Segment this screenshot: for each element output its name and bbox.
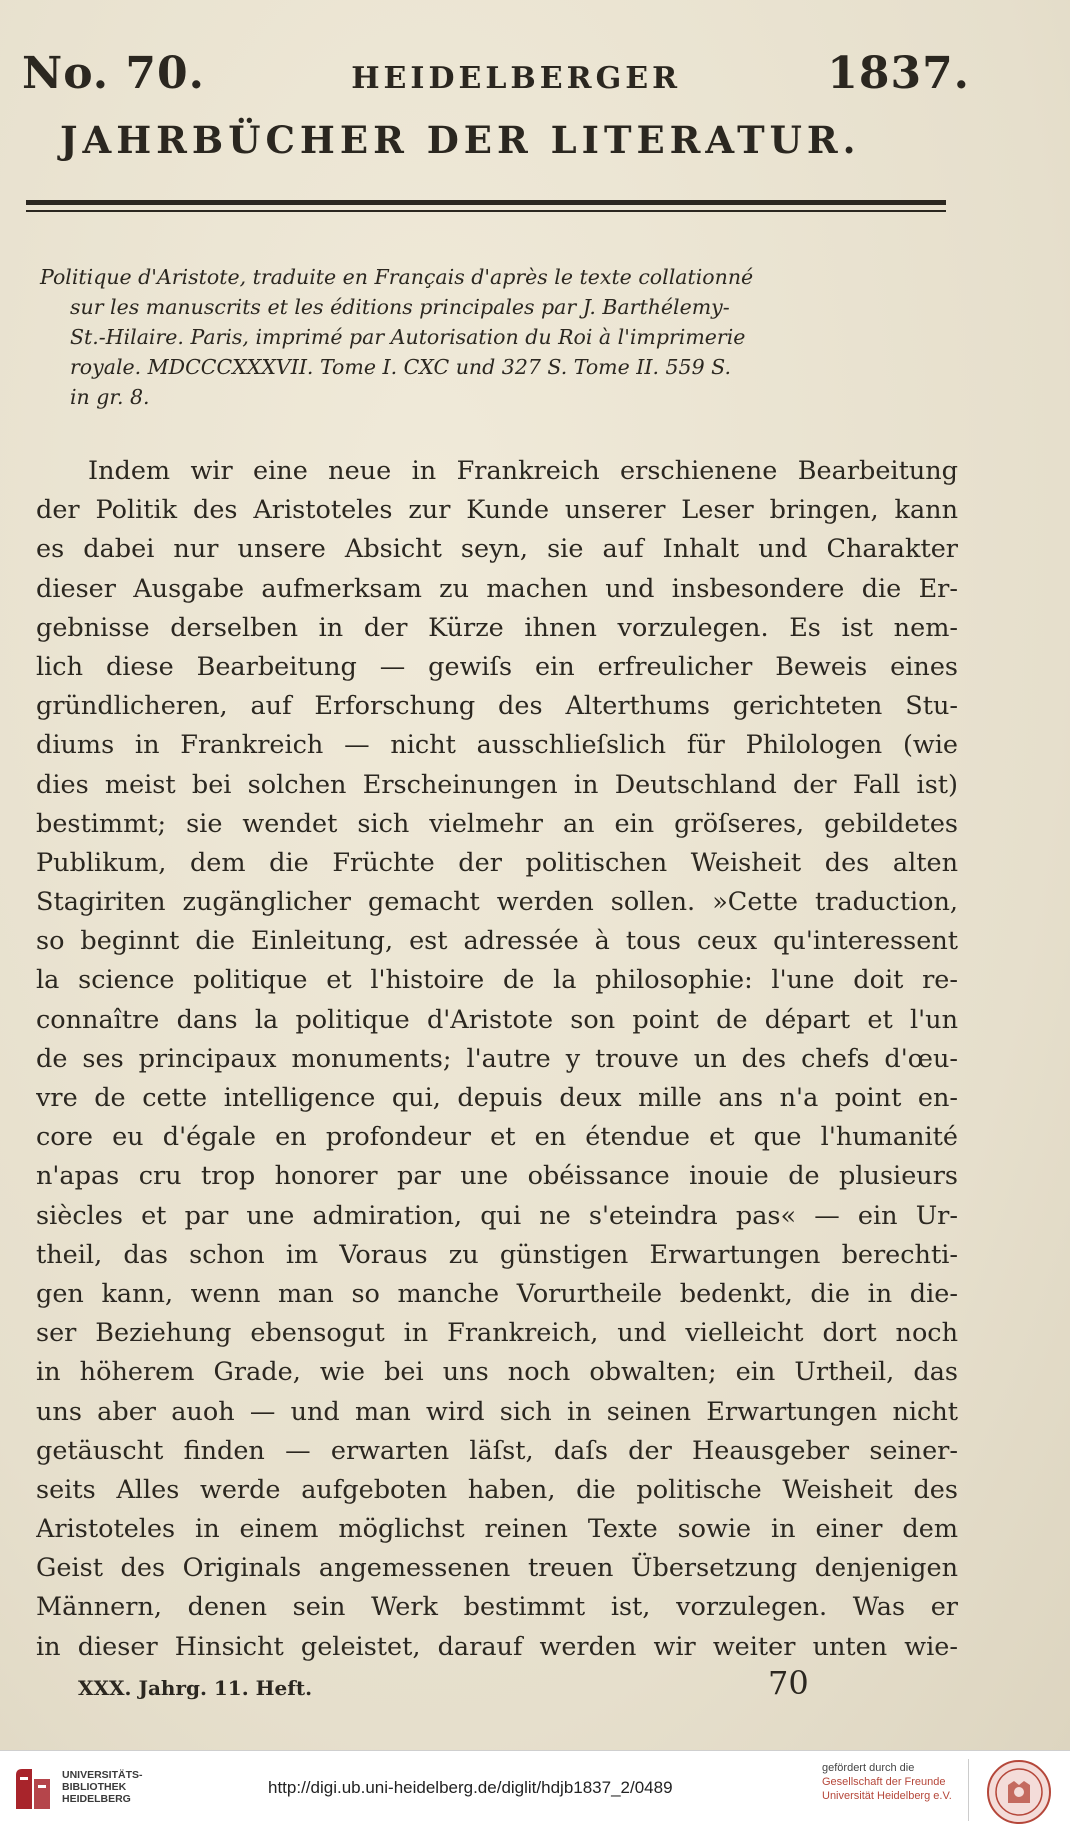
body-line: la science politique et l'histoire de la philosophie: l'une doit re-: [36, 965, 958, 996]
library-name[interactable]: [62, 1769, 143, 1805]
university-library-logo-icon: [12, 1765, 54, 1813]
body-line: getäuscht finden — erwarten läſst, daſs der Heausgeber seiner-: [36, 1435, 958, 1466]
body-line: in dieser Hinsicht geleistet, darauf werden wir weiter unten wie-: [36, 1631, 958, 1662]
body-line: gen kann, wenn man so manche Vorurtheile bedenkt, die in die-: [36, 1278, 958, 1309]
footer-divider: [968, 1759, 969, 1821]
sponsor-name-line: Gesellschaft der Freunde: [822, 1776, 946, 1788]
sponsor-name-line: Universität Heidelberg e.V.: [822, 1790, 952, 1802]
body-line: lich diese Bearbeitung — gewiſs ein erfreulicher Beweis eines: [36, 651, 958, 682]
journal-title: JAHRBÜCHER DER LITERATUR.: [60, 118, 861, 162]
citation-line: sur les manuscrits et les éditions principales par J. Barthélemy-: [70, 295, 730, 319]
body-line: vre de cette intelligence qui, depuis deux mille ans n'a point en-: [36, 1083, 958, 1113]
body-line: ser Beziehung ebensogut in Frankreich, und vielleicht dort noch: [36, 1318, 958, 1349]
citation-line: royale. MDCCCXXXVII. Tome I. CXC und 327 S. Tome II. 559 S.: [70, 355, 731, 379]
body-line: dies meist bei solchen Erscheinungen in Deutschland der Fall ist): [36, 769, 958, 800]
sponsor-credit[interactable]: [822, 1761, 952, 1803]
sponsor-intro: gefördert durch die: [822, 1762, 915, 1774]
viewer-footer: [0, 1750, 1070, 1828]
body-line: de ses principaux monuments; l'autre y trouve un des chefs d'œu-: [36, 1043, 958, 1074]
issue-number: No. 70.: [22, 48, 205, 99]
masthead-name: HEIDELBERGER: [351, 61, 681, 96]
body-line: n'apas cru trop honorer par une obéissance inouie de plusieurs: [36, 1161, 958, 1192]
book-citation: [40, 262, 960, 412]
signature-number: 70: [768, 1664, 809, 1702]
citation-line: Politique d'Aristote, traduite en Français d'après le texte collationné: [40, 265, 754, 289]
library-name-line: HEIDELBERG: [62, 1793, 131, 1805]
masthead: [22, 48, 970, 100]
body-line: diums in Frankreich — nicht ausschlieſslich für Philologen (wie: [36, 730, 958, 761]
citation-line: in gr. 8.: [70, 385, 150, 409]
library-name-line: UNIVERSITÄTS-: [62, 1769, 143, 1781]
body-line: es dabei nur unsere Absicht seyn, sie auf Inhalt und Charakter: [36, 534, 958, 565]
body-line: siècles et par une admiration, qui ne s'eteindra pas« — ein Ur-: [36, 1200, 958, 1231]
body-line: bestimmt; sie wendet sich vielmehr an ein gröſseres, gebildetes: [36, 808, 958, 839]
body-line: gebnisse derselben in der Kürze ihnen vorzulegen. Es ist nem-: [36, 612, 958, 643]
body-line: Geist des Originals angemessenen treuen Übersetzung denjenigen: [36, 1553, 958, 1584]
body-line: der Politik des Aristoteles zur Kunde unserer Leser bringen, kann: [36, 495, 958, 526]
citation-line: St.-Hilaire. Paris, imprimé par Autorisation du Roi à l'imprimerie: [70, 325, 746, 349]
body-line: Männern, denen sein Werk bestimmt ist, vorzulegen. Was er: [36, 1592, 958, 1623]
review-body: [36, 452, 958, 1667]
body-line: Stagiriten zugänglicher gemacht werden sollen. »Cette traduction,: [36, 887, 958, 918]
body-line: Publikum, dem die Früchte der politischen Weisheit des alten: [36, 847, 958, 878]
body-line: so beginnt die Einleitung, est adressée à tous ceux qu'interessent: [36, 926, 958, 957]
body-line: seits Alles werde aufgeboten haben, die politische Weisheit des: [36, 1474, 958, 1505]
body-line: gründlicheren, auf Erforschung des Alterthums gerichteten Stu-: [36, 691, 958, 722]
masthead-rule-thick: [26, 200, 946, 205]
permalink-url[interactable]: http://digi.ub.uni-heidelberg.de/diglit/hdjb1837_2/0489: [268, 1778, 673, 1797]
body-line: in höherem Grade, wie bei uns noch obwalten; ein Urtheil, das: [36, 1357, 958, 1388]
masthead-rule-thin: [26, 210, 946, 212]
body-line: Aristoteles in einem möglichst reinen Texte sowie in einer dem: [36, 1514, 958, 1545]
body-line: connaître dans la politique d'Aristote son point de départ et l'un: [36, 1004, 958, 1035]
body-line: uns aber auoh — und man wird sich in seinen Erwartungen nicht: [36, 1396, 958, 1427]
body-line: Indem wir eine neue in Frankreich erschienene Bearbeitung: [88, 456, 958, 486]
signature-mark: XXX. Jahrg. 11. Heft.: [78, 1676, 313, 1700]
library-name-line: BIBLIOTHEK: [62, 1781, 127, 1793]
body-line: dieser Ausgabe aufmerksam zu machen und insbesondere die Er-: [36, 573, 958, 604]
university-seal-icon: [986, 1759, 1052, 1825]
body-line: theil, das schon im Voraus zu günstigen Erwartungen berechti-: [36, 1239, 958, 1270]
body-line: core eu d'égale en profondeur et en étendue et que l'humanité: [36, 1122, 958, 1153]
year: 1837.: [827, 48, 970, 99]
